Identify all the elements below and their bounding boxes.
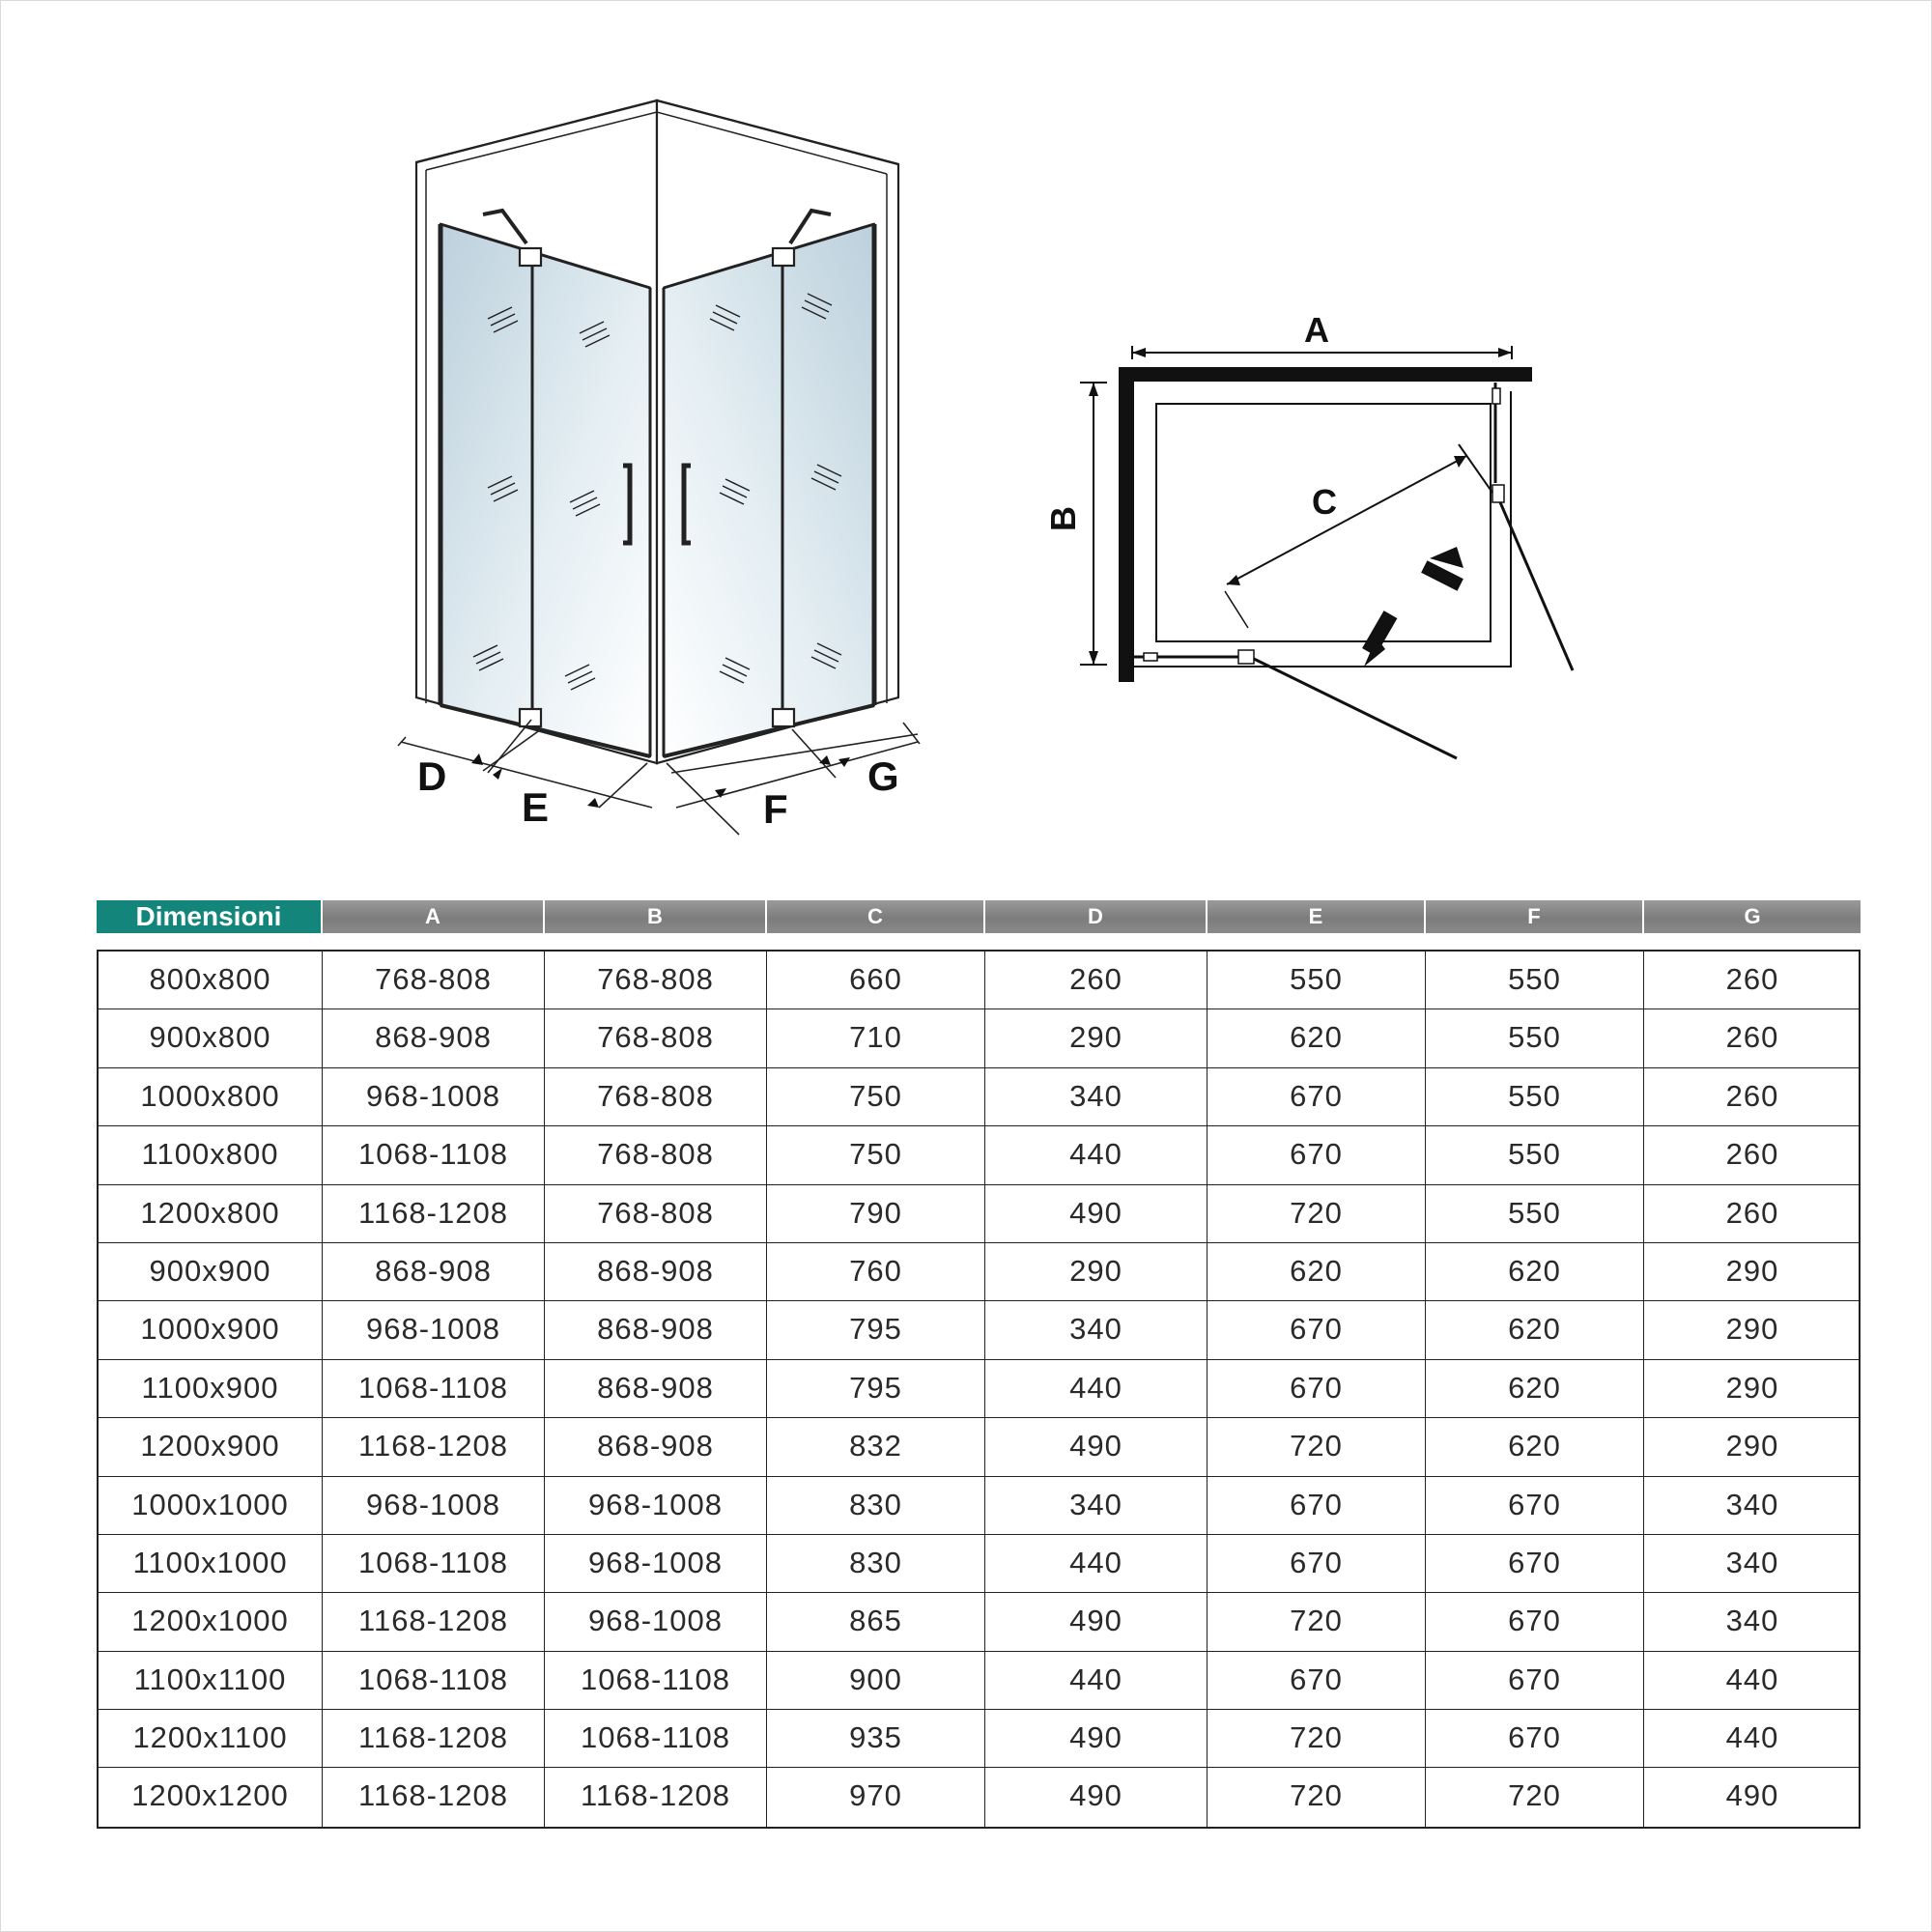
- cell-a: 768-808: [323, 952, 545, 1009]
- cell-b: 968-1008: [545, 1535, 767, 1592]
- cell-g: 490: [1725, 1778, 1779, 1813]
- label-g: G: [867, 753, 899, 799]
- header-a: A: [323, 900, 545, 933]
- cell-d: 260: [985, 952, 1208, 1009]
- header-d: D: [985, 900, 1208, 933]
- cell-g: 290: [1725, 1370, 1779, 1405]
- cell-b: 868-908: [545, 1301, 767, 1358]
- table-row: [99, 952, 1859, 1009]
- cell-dimensioni: 1100x900: [99, 1360, 323, 1417]
- cell-g: 290: [1725, 1429, 1779, 1463]
- cell-b: 768-808: [545, 1009, 767, 1066]
- header-e: E: [1208, 900, 1426, 933]
- header-f: F: [1426, 900, 1644, 933]
- cell-g: 340: [1725, 1487, 1779, 1521]
- cell-g: 260: [1725, 962, 1779, 996]
- cell-d: 490: [985, 1710, 1208, 1767]
- cell-a: 1068-1108: [323, 1360, 545, 1417]
- cell-dimensioni: 1200x1000: [99, 1593, 323, 1650]
- cell-a: 1068-1108: [323, 1126, 545, 1183]
- cell-d: 490: [985, 1593, 1208, 1650]
- cell-g: 440: [1725, 1720, 1779, 1755]
- label-e: E: [522, 784, 550, 830]
- cell-g: 260: [1725, 1195, 1779, 1230]
- cell-g: 260: [1725, 1020, 1779, 1055]
- cell-c: 830: [767, 1535, 985, 1592]
- cell-e: 670: [1208, 1301, 1426, 1358]
- cell-dimensioni: 1000x800: [99, 1068, 323, 1125]
- cell-g: 340: [1725, 1604, 1779, 1638]
- table-row: [99, 1068, 1859, 1126]
- table-row: [99, 1593, 1859, 1651]
- cell-e: 620: [1208, 1009, 1426, 1066]
- cell-f: 620: [1426, 1360, 1644, 1417]
- cell-f: 550: [1426, 1068, 1644, 1125]
- label-d: D: [417, 753, 447, 799]
- cell-g: 260: [1725, 1078, 1779, 1113]
- cell-dimensioni: 1100x1000: [99, 1535, 323, 1592]
- cell-e: 670: [1208, 1068, 1426, 1125]
- cell-a: 1168-1208: [323, 1185, 545, 1242]
- cell-b: 868-908: [545, 1243, 767, 1300]
- cell-c: 795: [767, 1360, 985, 1417]
- enclosure-3d-view: [398, 100, 920, 835]
- plan-arrows: [1089, 348, 1512, 667]
- cell-f: 550: [1426, 1126, 1644, 1183]
- cell-b: 868-908: [545, 1418, 767, 1475]
- cell-e: 720: [1208, 1710, 1426, 1767]
- table-row: [99, 1009, 1859, 1067]
- table-row: [99, 1243, 1859, 1301]
- cell-e: 720: [1208, 1593, 1426, 1650]
- cell-a: 1068-1108: [323, 1535, 545, 1592]
- cell-a: 968-1008: [323, 1068, 545, 1125]
- cell-dimensioni: 900x800: [99, 1009, 323, 1066]
- cell-d: 440: [985, 1652, 1208, 1709]
- cell-a: 1168-1208: [323, 1710, 545, 1767]
- cell-dimensioni: 1200x900: [99, 1418, 323, 1475]
- cell-g: 340: [1725, 1545, 1779, 1579]
- cell-b: 768-808: [545, 952, 767, 1009]
- cell-d: 440: [985, 1535, 1208, 1592]
- cell-b: 768-808: [545, 1126, 767, 1183]
- cell-e: 720: [1208, 1418, 1426, 1475]
- cell-c: 750: [767, 1068, 985, 1125]
- cell-g: 440: [1725, 1662, 1779, 1696]
- cell-f: 670: [1426, 1535, 1644, 1592]
- cell-e: 670: [1208, 1535, 1426, 1592]
- cell-a: 968-1008: [323, 1301, 545, 1358]
- cell-d: 490: [985, 1418, 1208, 1475]
- header-b: B: [545, 900, 767, 933]
- cell-b: 1068-1108: [545, 1710, 767, 1767]
- cell-b: 968-1008: [545, 1593, 767, 1650]
- cell-a: 968-1008: [323, 1477, 545, 1534]
- cell-e: 670: [1208, 1477, 1426, 1534]
- table-row: [99, 1535, 1859, 1593]
- cell-a: 868-908: [323, 1243, 545, 1300]
- cell-d: 490: [985, 1185, 1208, 1242]
- cell-f: 670: [1426, 1652, 1644, 1709]
- cell-c: 832: [767, 1418, 985, 1475]
- cell-c: 865: [767, 1593, 985, 1650]
- table-body: [97, 950, 1861, 1829]
- cell-f: 550: [1426, 1185, 1644, 1242]
- cell-a: 1168-1208: [323, 1418, 545, 1475]
- cell-a: 1068-1108: [323, 1652, 545, 1709]
- cell-b: 1068-1108: [545, 1652, 767, 1709]
- cell-e: 720: [1208, 1768, 1426, 1826]
- table-row: [99, 1418, 1859, 1476]
- cell-d: 340: [985, 1301, 1208, 1358]
- cell-f: 720: [1426, 1768, 1644, 1826]
- cell-b: 868-908: [545, 1360, 767, 1417]
- cell-f: 620: [1426, 1301, 1644, 1358]
- cell-dimensioni: 1100x1100: [99, 1652, 323, 1709]
- cell-c: 900: [767, 1652, 985, 1709]
- cell-c: 795: [767, 1301, 985, 1358]
- cell-a: 1168-1208: [323, 1768, 545, 1826]
- cell-dimensioni: 1100x800: [99, 1126, 323, 1183]
- header-c: C: [767, 900, 985, 933]
- cell-b: 968-1008: [545, 1477, 767, 1534]
- header-dimensioni: Dimensioni: [97, 900, 323, 933]
- table-header: [97, 900, 1861, 935]
- cell-b: 768-808: [545, 1068, 767, 1125]
- cell-d: 490: [985, 1768, 1208, 1826]
- cell-dimensioni: 1000x1000: [99, 1477, 323, 1534]
- cell-e: 670: [1208, 1126, 1426, 1183]
- cell-b: 1168-1208: [545, 1768, 767, 1826]
- cell-d: 290: [985, 1009, 1208, 1066]
- table-row: [99, 1768, 1859, 1826]
- cell-f: 670: [1426, 1593, 1644, 1650]
- plan-view: [1080, 346, 1573, 758]
- right-glass-panel: [664, 224, 874, 756]
- cell-dimensioni: 1200x1200: [99, 1768, 323, 1826]
- cell-c: 750: [767, 1126, 985, 1183]
- cell-c: 760: [767, 1243, 985, 1300]
- table-row: [99, 1126, 1859, 1184]
- cell-c: 935: [767, 1710, 985, 1767]
- cell-e: 550: [1208, 952, 1426, 1009]
- cell-d: 440: [985, 1360, 1208, 1417]
- label-c: C: [1312, 482, 1337, 522]
- cell-a: 868-908: [323, 1009, 545, 1066]
- cell-b: 768-808: [545, 1185, 767, 1242]
- table-row: [99, 1301, 1859, 1359]
- cell-f: 620: [1426, 1418, 1644, 1475]
- cell-e: 720: [1208, 1185, 1426, 1242]
- cell-d: 340: [985, 1068, 1208, 1125]
- table-row: [99, 1185, 1859, 1243]
- cell-f: 550: [1426, 1009, 1644, 1066]
- cell-c: 790: [767, 1185, 985, 1242]
- table-row: [99, 1710, 1859, 1768]
- cell-g: 290: [1725, 1253, 1779, 1288]
- dimensions-table: [97, 900, 1861, 1813]
- cell-dimensioni: 1200x1100: [99, 1710, 323, 1767]
- label-f: F: [763, 786, 788, 832]
- cell-dimensioni: 800x800: [99, 952, 323, 1009]
- cell-g: 260: [1725, 1137, 1779, 1172]
- cell-d: 340: [985, 1477, 1208, 1534]
- cell-f: 620: [1426, 1243, 1644, 1300]
- label-a: A: [1304, 310, 1329, 350]
- table-row: [99, 1652, 1859, 1710]
- cell-e: 620: [1208, 1243, 1426, 1300]
- cell-d: 290: [985, 1243, 1208, 1300]
- cell-c: 660: [767, 952, 985, 1009]
- cell-c: 970: [767, 1768, 985, 1826]
- cell-c: 710: [767, 1009, 985, 1066]
- cell-c: 830: [767, 1477, 985, 1534]
- cell-dimensioni: 1000x900: [99, 1301, 323, 1358]
- label-b: B: [1043, 506, 1083, 531]
- cell-f: 550: [1426, 952, 1644, 1009]
- cell-dimensioni: 900x900: [99, 1243, 323, 1300]
- cell-e: 670: [1208, 1652, 1426, 1709]
- cell-e: 670: [1208, 1360, 1426, 1417]
- product-diagram: [0, 0, 1932, 869]
- cell-f: 670: [1426, 1477, 1644, 1534]
- cell-a: 1168-1208: [323, 1593, 545, 1650]
- cell-dimensioni: 1200x800: [99, 1185, 323, 1242]
- table-row: [99, 1360, 1859, 1418]
- table-row: [99, 1477, 1859, 1535]
- cell-f: 670: [1426, 1710, 1644, 1767]
- header-g: G: [1644, 900, 1861, 933]
- cell-g: 290: [1725, 1312, 1779, 1347]
- cell-d: 440: [985, 1126, 1208, 1183]
- left-glass-panel: [440, 224, 650, 756]
